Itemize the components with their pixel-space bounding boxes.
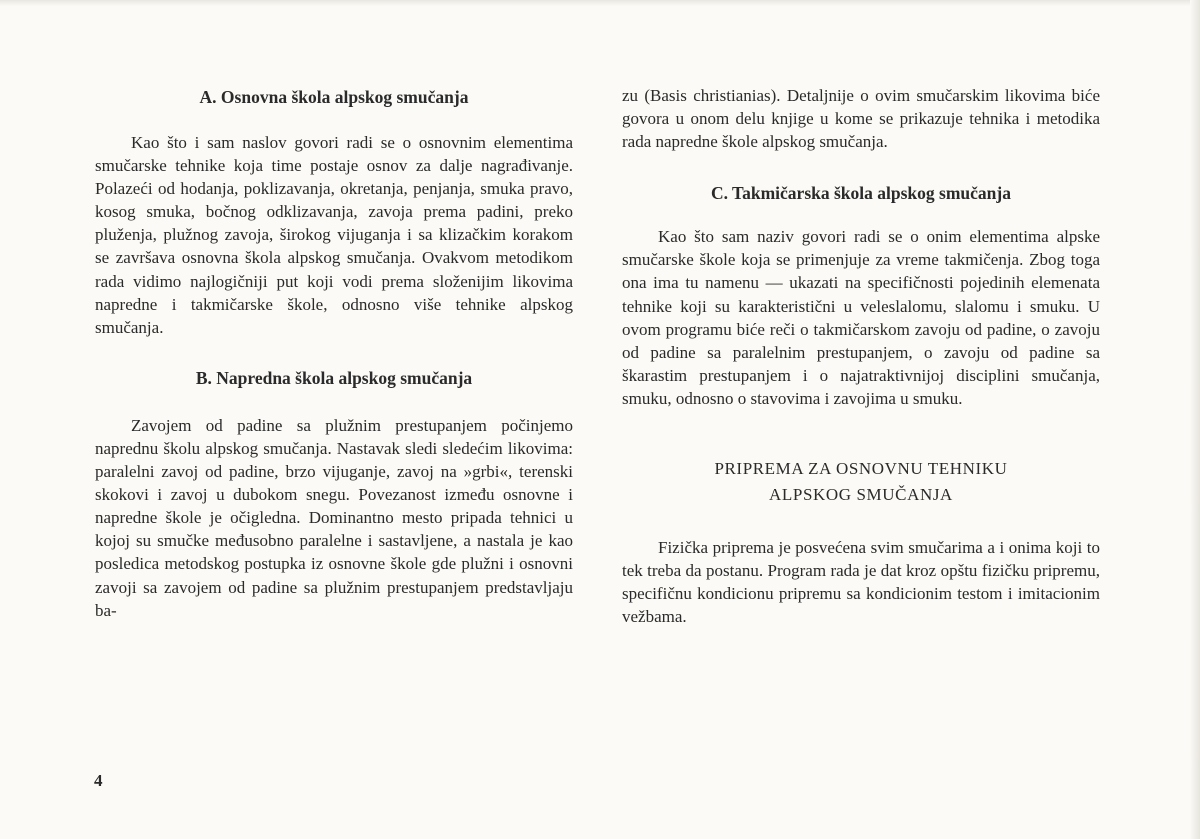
- section-a-body: Kao što i sam naslov govori radi se o osnovnim elementima smučarske tehnike koja time postaje osnov za dalje nagrađivanje. Polazeći od hodanja, poklizavanja, okretanja, penjanja, smuka pravo, kosog smuka, bočnog odklizavanja, zavoja prema padini, preko pluženja, plužnog zavoja, širokog vijuganja i sa klizačkim korakom se završava osnovna škola alpskog smučanja. Ovakvom metodikom rada vidimo najlogičniji put koji vodi prema složenijim likovima napredne i takmičarske škole, odnosno više tehnike alpskog smučanja.: [95, 133, 573, 337]
- page-number: 4: [94, 771, 103, 790]
- right-column: [622, 82, 1100, 628]
- section-a-title: A. Osnovna škola alpskog smučanja: [199, 87, 469, 107]
- chapter-body: Fizička priprema je posvećena svim smučarima a i onima koji to tek treba da postanu. Program rada je dat kroz opštu fizičku pripremu, specifičnu kondicionu pripremu sa kondicionim testom i imitacionim vežbama.: [622, 538, 1100, 627]
- section-c-body: Kao što sam naziv govori radi se o onim elementima alpske smučarske škole koja se primenjuje za vreme takmičenja. Zbog toga ona ima tu namenu — ukazati na specifičnosti pojedinih elemenata tehnike koji su karakteristični u veleslalomu, slalomu i smuku. U ovom programu biće reči o takmičarskom zavoju od padine, o zavoju od padine sa paralelnim prestupanjem, o zavoju od padine sa škarastim prestupanjem i o najatraktivnijoj disciplini smučanja, smuku, odnosno o stavovima i zavojima u smuku.: [622, 227, 1100, 408]
- page-right-edge: [1190, 0, 1200, 839]
- section-b-continuation: zu (Basis christianias). Detaljnije o ovim smučarskim likovima biće govora u onom delu knjige u kome se prikazuje tehnika i metodika rada napredne škole alpskog smučanja.: [622, 86, 1100, 152]
- left-column: [95, 82, 573, 622]
- chapter-title-line-1: PRIPREMA ZA OSNOVNU TEHNIKU: [714, 459, 1008, 479]
- section-b-title: B. Napredna škola alpskog smučanja: [195, 367, 473, 388]
- page-top-edge: [0, 0, 1200, 6]
- chapter-title-line-2: ALPSKOG SMUČANJA: [769, 485, 953, 505]
- section-b-body: Zavojem od padine sa plužnim prestupanjem počinjemo naprednu školu alpskog smučanja. Nastavak sledi sledećim likovima: paralelni zavoj od padine, brzo vijuganje, zavoj na »grbi«, terenski skokovi i zavoj u dubokom snegu. Povezanost između osnovne i napredne škole je očigledna. Dominantno mesto pripada tehnici u kojoj su smučke međusobno paralelne i sastavljene, a nastala je kao posledica metodskog postupka iz osnovne škole gde plužni i osnovni zavoji sa zavojem od padine sa plužnim prestupanjem predstavljaju ba-: [95, 415, 573, 620]
- chapter-heading: [622, 456, 1100, 508]
- section-c-title: C. Takmičarska škola alpskog smučanja: [710, 183, 1011, 204]
